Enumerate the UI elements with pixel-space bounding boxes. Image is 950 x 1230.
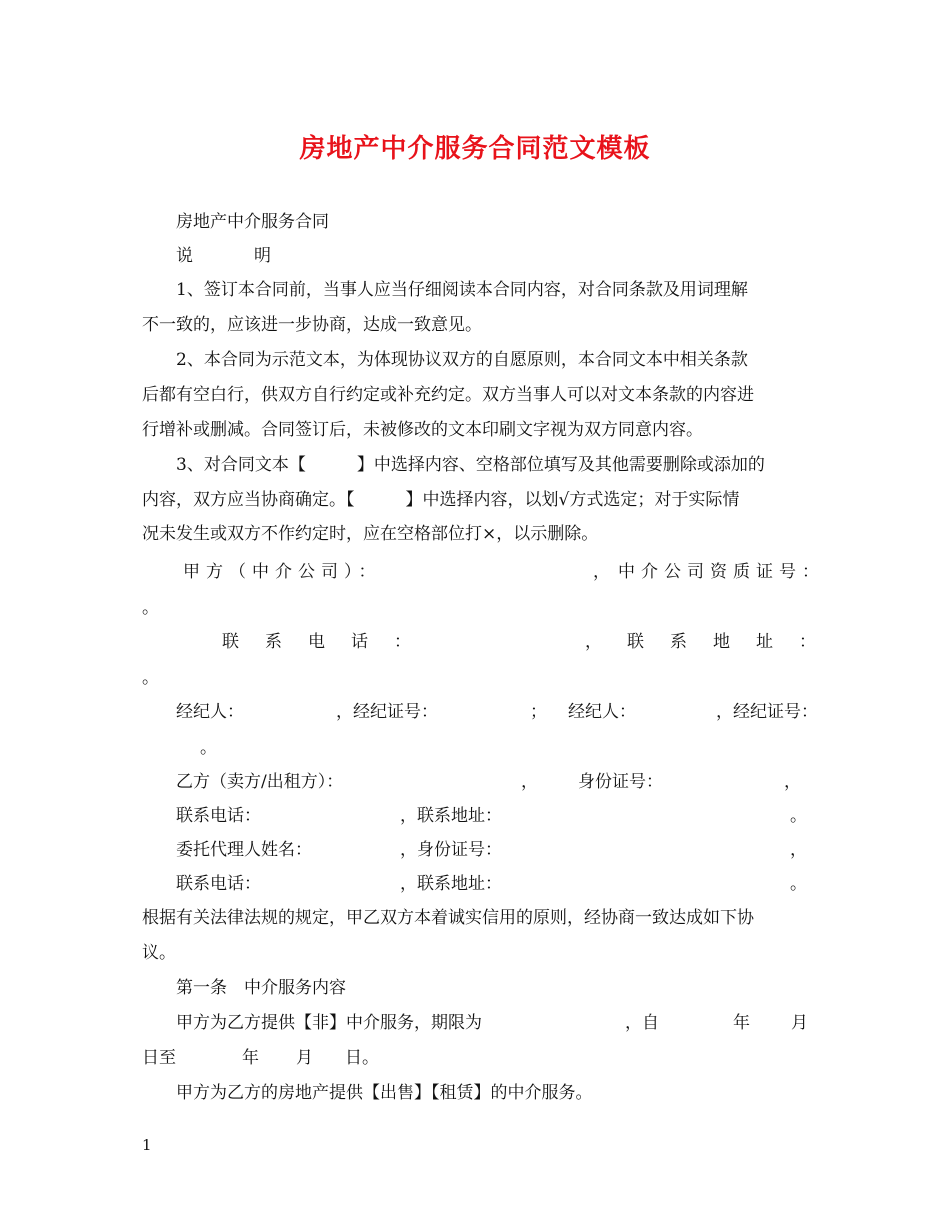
party-a-end1: 。 <box>142 598 159 618</box>
article1-line1-d: 月 <box>791 1013 808 1033</box>
basis-line1: 根据有关法律法规的规定，甲乙双方本着诚实信用的原则，经协商一致达成如下协 <box>142 908 754 928</box>
article1-line2-b: 年 <box>242 1048 259 1068</box>
document-title: 房地产中介服务合同范文模板 <box>299 134 651 164</box>
page-number: 1 <box>142 1136 152 1154</box>
party-b-addr2-label: ，联系地址： <box>400 874 502 894</box>
party-a-end2: 。 <box>142 668 159 688</box>
party-b-end1: 。 <box>790 806 807 826</box>
party-b-comma2: ， <box>784 772 801 792</box>
party-b-name-label: 乙方（卖方/出租方）： <box>176 772 344 792</box>
article1-line3: 甲方为乙方的房地产提供【出售】【租赁】的中介服务。 <box>176 1083 593 1103</box>
agent1-label: 经纪人： <box>176 702 244 722</box>
proxy-name-label: 委托代理人姓名： <box>176 840 312 860</box>
article1-line1-b: ，自 <box>625 1013 659 1033</box>
party-b-end2: 。 <box>790 874 807 894</box>
para1-line2: 不一致的，应该进一步协商，达成一致意见。 <box>142 315 482 335</box>
party-b-phone2-label: 联系电话： <box>176 874 261 894</box>
contract-subtitle: 房地产中介服务合同 <box>176 212 329 232</box>
para2-line3: 行增补或删减。合同签订后，未被修改的文本印刷文字视为双方同意内容。 <box>142 420 703 440</box>
party-b-id-label: 身份证号： <box>578 772 663 792</box>
para2-line2: 后都有空白行，供双方自行约定或补充约定。双方当事人可以对文本条款的内容进 <box>142 385 754 405</box>
para2-line1: 2、本合同为示范文本，为体现协议双方的自愿原则，本合同文本中相关条款 <box>176 350 748 370</box>
agent2-label: 经纪人： <box>568 702 636 722</box>
party-a-comma2: ， <box>585 632 602 652</box>
party-b-phone-label: 联系电话： <box>176 806 261 826</box>
party-a-cert-label: 中介公司资质证号： <box>618 562 825 582</box>
article1-line2-a: 日至 <box>142 1048 176 1068</box>
party-a-phone-label: 联系电话： <box>222 632 437 652</box>
agents-end: 。 <box>200 738 217 758</box>
proxy-id-label: ，身份证号： <box>400 840 502 860</box>
basis-line2: 议。 <box>142 943 176 963</box>
agent1-cert-label: ，经纪证号： <box>336 702 438 722</box>
article1-line1-c: 年 <box>733 1013 750 1033</box>
para3-line1: 3、对合同文本【 】中选择内容、空格部位填写及其他需要删除或添加的 <box>176 455 765 475</box>
agent2-cert-label: ，经纪证号： <box>716 702 818 722</box>
agents-semicolon: ； <box>530 702 547 722</box>
para3-line3: 况未发生或双方不作约定时，应在空格部位打×，以示删除。 <box>142 524 599 544</box>
explain-heading-b: 明 <box>254 246 271 266</box>
party-a-addr-label: 联系地址： <box>627 632 842 652</box>
party-b-comma1: ， <box>521 772 538 792</box>
article1-line1-a: 甲方为乙方提供【非】中介服务，期限为 <box>176 1013 482 1033</box>
party-a-comma: ， <box>593 562 610 582</box>
article1-line2-d: 日。 <box>345 1048 379 1068</box>
explain-heading-a: 说 <box>176 246 193 266</box>
proxy-comma: ， <box>790 840 807 860</box>
para1-line1: 1、签订本合同前，当事人应当仔细阅读本合同内容，对合同条款及用词理解 <box>176 280 748 300</box>
article1-line2-c: 月 <box>296 1048 313 1068</box>
para3-line2: 内容，双方应当协商确定。【 】中选择内容，以划√方式选定；对于实际情 <box>142 490 740 510</box>
party-b-addr-label: ，联系地址： <box>400 806 502 826</box>
article1-heading: 第一条 中介服务内容 <box>176 978 346 998</box>
party-a-name-label: 甲方（中介公司）： <box>183 562 382 582</box>
